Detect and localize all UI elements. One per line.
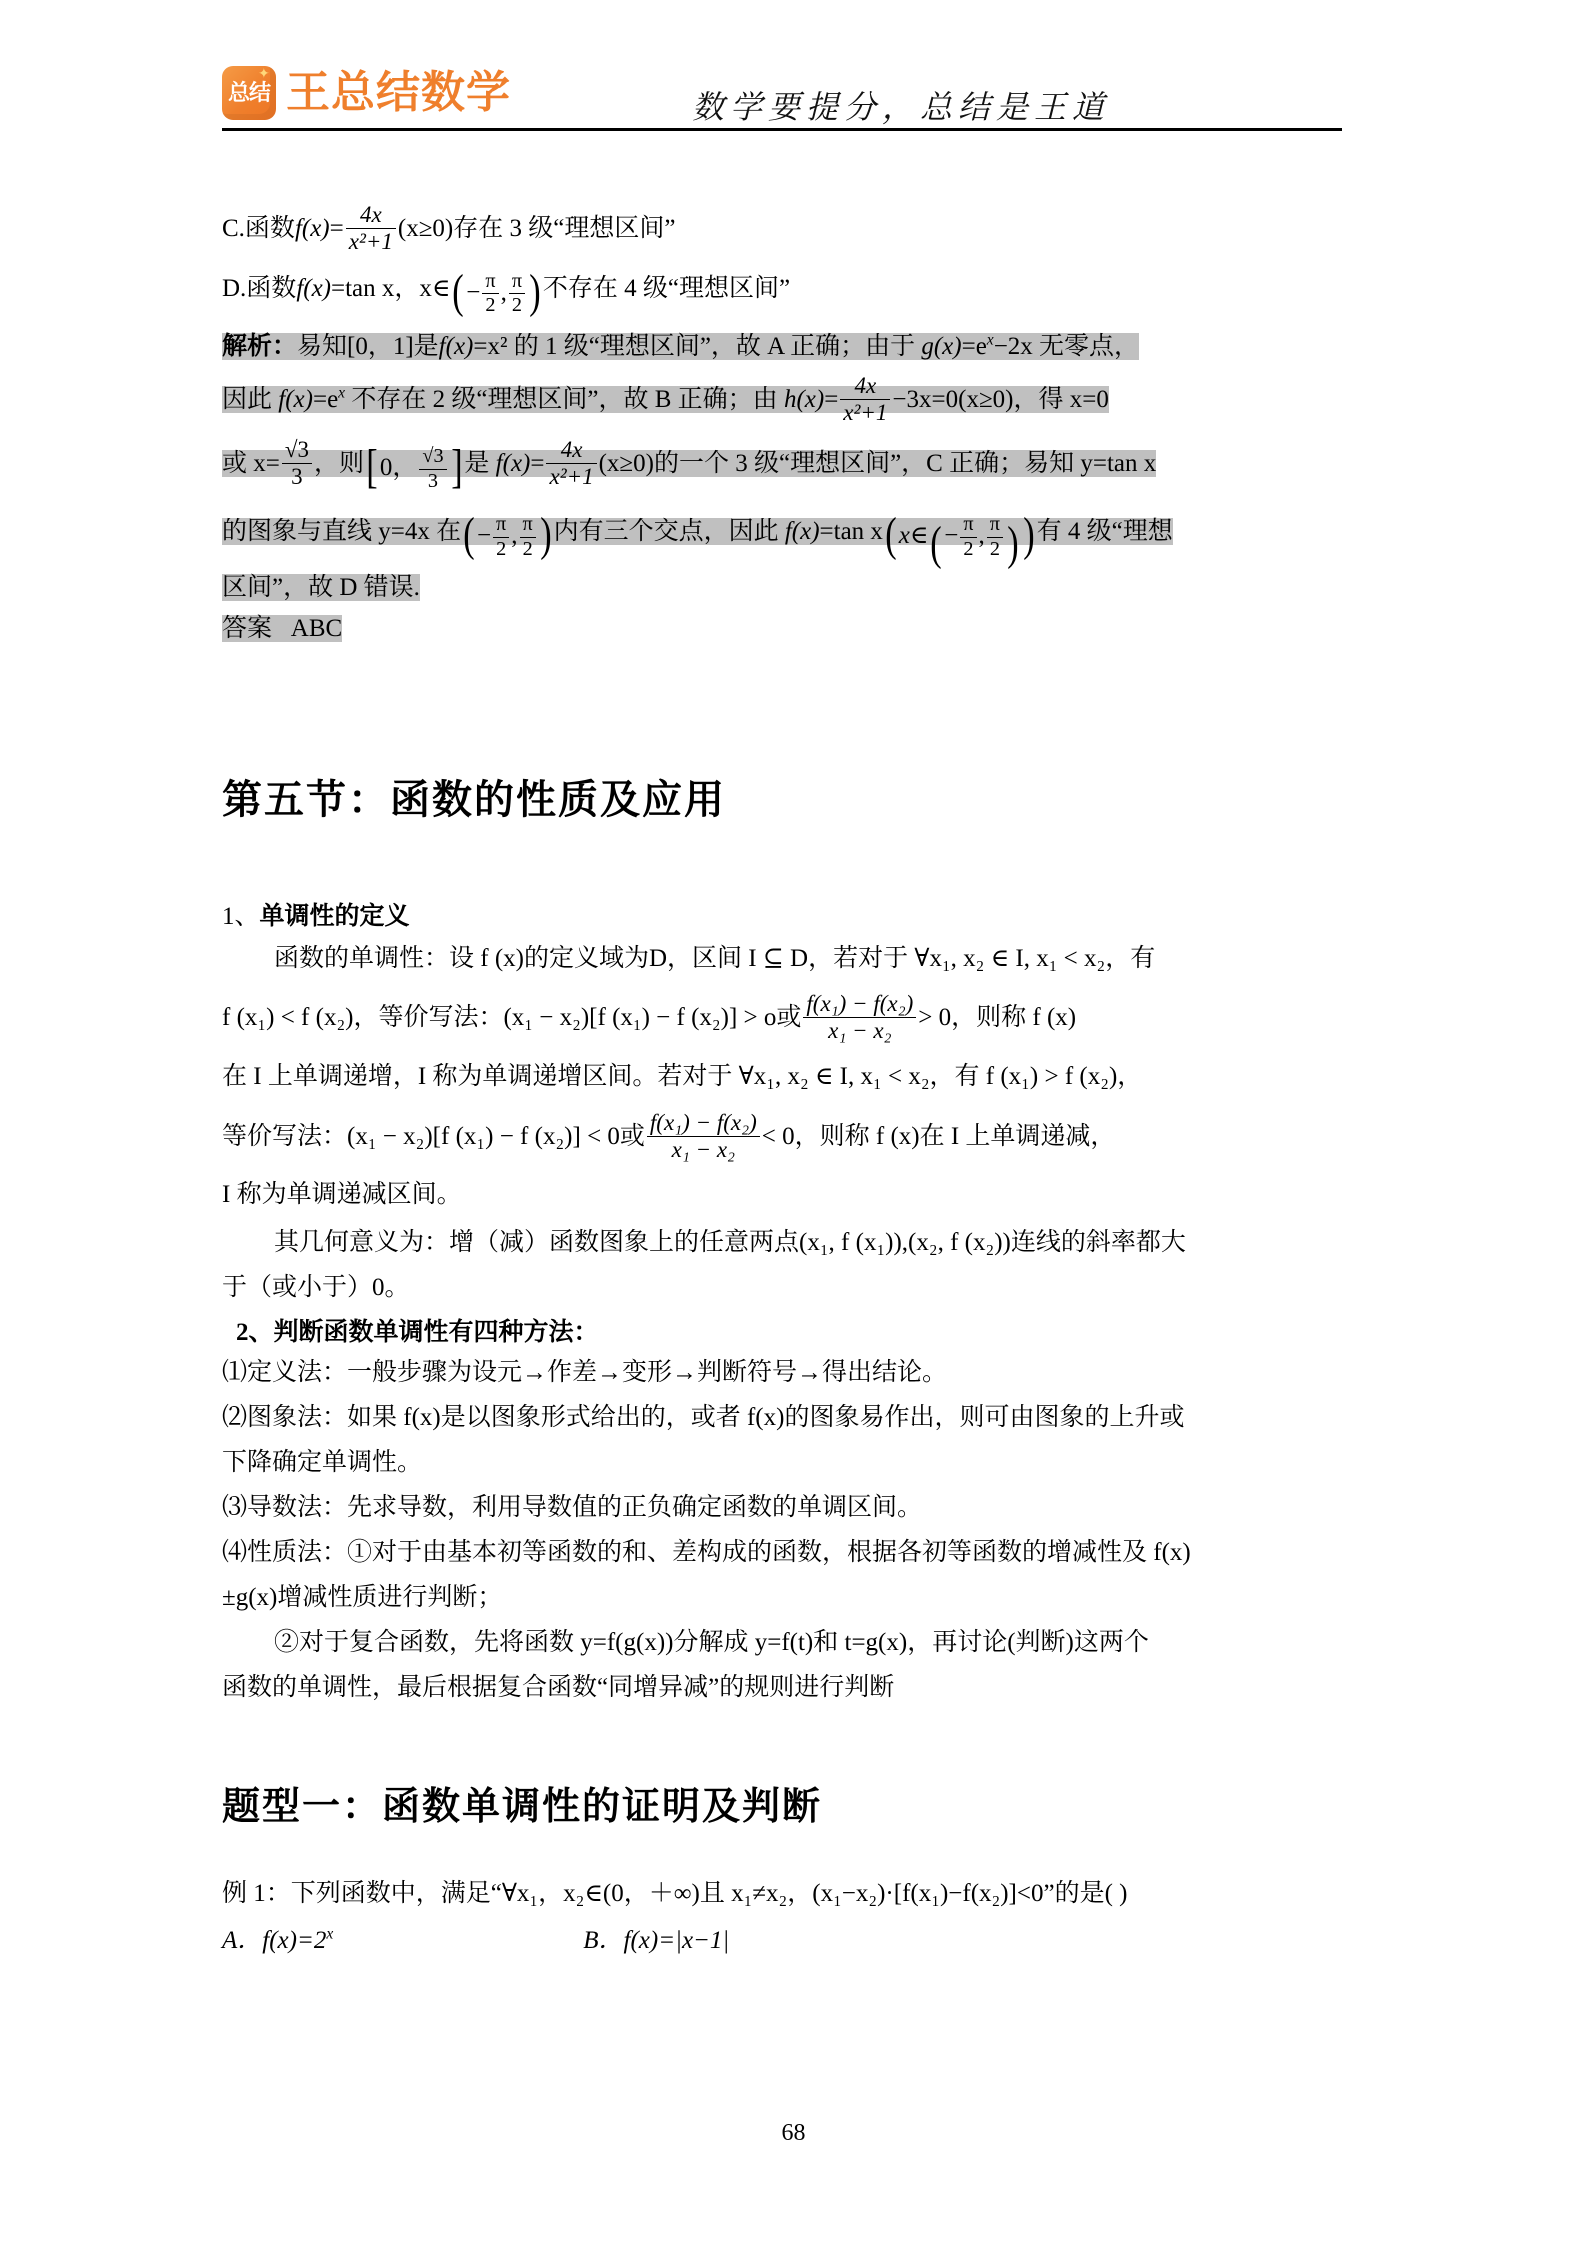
header-tagline: 数学要提分，总结是王道 <box>692 89 1111 125</box>
definition-heading-text: 单调性的定义 <box>259 902 410 930</box>
analysis-line3-a: 或 x= <box>222 449 280 477</box>
sparkle-icon: ✦ <box>258 67 270 82</box>
choice-d-suffix: 不存在 4 级“理想区间” <box>542 274 791 302</box>
page-header <box>222 0 1342 184</box>
right-paren-inner-icon: ) <box>1007 517 1019 570</box>
analysis-line2-fx: f(x) <box>278 385 313 413</box>
analysis-line1-d: −2x 无零点， <box>993 333 1140 361</box>
analysis-line2-fraction <box>840 374 890 425</box>
definition-paragraph-3: 在 I 上单调递增，I 称为单调递增区间。若对于 ∀x₁, x₂ ∈ I, x₁ < x₂，有 f (x₁) > f (x₂)， <box>222 1062 1143 1090</box>
analysis-line4-c: =tan x <box>819 517 883 545</box>
analysis-block <box>222 327 1342 647</box>
analysis-line3-int-num: √3 <box>419 446 446 469</box>
methods-item-3: ⑶导数法：先求导数，利用导数值的正负确定函数的单调区间。 <box>222 1494 923 1522</box>
spacer <box>222 1711 1342 1785</box>
analysis-line4-a: 的图象与直线 y=4x 在 <box>222 517 462 545</box>
analysis-line3-int-frac <box>419 446 446 491</box>
analysis-line3-fx: f(x) <box>495 449 531 477</box>
spacer <box>222 1831 1342 1871</box>
header-divider <box>222 128 1342 131</box>
analysis-line4-b: 内有三个交点，因此 <box>553 517 785 545</box>
analysis-line1-fx: f(x) <box>438 333 474 361</box>
choice-c <box>222 200 1342 258</box>
choice-c-numerator: 4x <box>346 203 396 229</box>
spacer <box>222 824 1342 898</box>
analysis-line4-num4: π <box>987 514 1003 537</box>
choice-c-eq: = <box>329 215 344 242</box>
option-a-exponent: x <box>326 1925 334 1943</box>
definition-p2-num: f(x₁) − f(x₂) <box>803 992 916 1018</box>
definition-p4-a: 等价写法：(x₁ − x₂)[f (x₁) − f (x₂)] < 0或 <box>222 1122 645 1150</box>
analysis-line1-gx: g(x) <box>921 333 962 361</box>
analysis-line3-den: 3 <box>291 463 303 489</box>
choice-d-den1: 2 <box>485 294 496 317</box>
analysis-line1-a: 易知[0，1]是 <box>297 333 439 361</box>
definition-p2-fraction <box>803 992 916 1043</box>
definition-p2-b: > 0，则称 f (x) <box>918 1003 1077 1031</box>
analysis-line3-fden: x²+1 <box>549 463 594 489</box>
choice-d-num1: π <box>482 271 498 294</box>
choice-d <box>222 260 1342 322</box>
analysis-line2-d: −3x=0(x≥0)，得 x=0 <box>892 385 1109 413</box>
analysis-line2-c: 不存在 2 级“理想区间”，故 B 正确；由 <box>345 385 784 413</box>
choice-d-frac2 <box>509 271 525 316</box>
analysis-line3-int-a: 0， <box>379 454 418 482</box>
definition-paragraph-5: I 称为单调递减区间。 <box>222 1180 462 1208</box>
analysis-line1-sup: x <box>986 332 994 350</box>
analysis-line2-num: 4x <box>840 374 890 400</box>
choice-d-num2: π <box>509 271 525 294</box>
analysis-line4-den2: 2 <box>522 537 533 560</box>
answer-line <box>222 610 1342 648</box>
analysis-line2-sup: x <box>338 384 346 402</box>
definition-p4-den: x₁ − x₂ <box>671 1136 736 1162</box>
choice-c-suffix: (x≥0)存在 3 级“理想区间” <box>397 215 676 242</box>
choice-c-fraction <box>346 203 396 254</box>
methods-item-1: ⑴定义法：一般步骤为设元→作差→变形→判断符号→得出结论。 <box>222 1359 948 1387</box>
analysis-line4-minus: − <box>476 522 492 550</box>
analysis-line3-interval <box>364 436 464 500</box>
analysis-line4-in: x∈ <box>898 522 929 550</box>
analysis-line4-den3: 2 <box>963 537 974 560</box>
definition-heading-num: 1、 <box>222 902 260 930</box>
definition-paragraph-6: 其几何意义为：增（减）函数图象上的任意两点(x₁, f (x₁)),(x₂, f (x₂))连线的斜率都大 <box>274 1229 1186 1257</box>
definition-p4-num: f(x₁) − f(x₂) <box>647 1111 760 1137</box>
analysis-line4-num2: π <box>520 514 536 537</box>
analysis-label: 解析： <box>222 333 298 361</box>
analysis-line5-text: 区间”，故 D 错误. <box>222 573 420 601</box>
spacer <box>222 648 1342 776</box>
analysis-line3-eq: = <box>530 449 545 477</box>
right-paren-icon: ) <box>539 509 552 562</box>
analysis-line4-frac3 <box>960 514 976 559</box>
left-paren-icon: ( <box>463 509 475 562</box>
choice-c-prefix: C.函数 <box>222 215 295 242</box>
methods-item-5: ②对于复合函数，先将函数 y=f(g(x))分解成 y=f(t)和 t=g(x)，再讨论(判断)这两个 <box>274 1629 1149 1657</box>
analysis-line4-interval-2: ( x∈(− $\frac{\pi}{2}$ , $\frac{\pi}{2}$ ) ) <box>885 509 1035 570</box>
analysis-line2-b: =e <box>312 385 339 413</box>
choice-d-prefix: D.函数 <box>222 274 297 302</box>
analysis-line3-fnum: 4x <box>546 438 596 464</box>
brand-logo <box>222 66 511 120</box>
methods-item-4: ⑷性质法：①对于由基本初等函数的和、差构成的函数，根据各初等函数的增减性及 f(x) <box>222 1539 1191 1567</box>
definition-paragraph-1: 函数的单调性：设 f (x)的定义域为D，区间 I ⊆ D，若对于 ∀x₁, x₂ ∈ I, x₁ < x₂，有 <box>274 945 1156 973</box>
analysis-line2-hx: h(x) <box>783 385 825 413</box>
analysis-line1-b: =x² 的 1 级“理想区间”，故 A 正确；由于 <box>473 333 922 361</box>
analysis-line4-num3: π <box>960 514 976 537</box>
logo-badge-icon <box>222 66 276 120</box>
choice-d-fx: f(x) <box>296 274 332 302</box>
brand-name: 王总结数学 <box>286 68 511 117</box>
analysis-line-2 <box>222 368 1342 432</box>
example-options <box>222 1918 1342 1963</box>
left-bracket-icon: [ <box>366 441 378 494</box>
analysis-line2-den: x²+1 <box>843 399 888 425</box>
analysis-line3-fraction <box>546 438 596 489</box>
section-heading: 第五节：函数的性质及应用 <box>222 776 726 822</box>
analysis-line4-interval-1: ( − $\frac{\pi}{2}$ , $\frac{\pi}{2}$ ) <box>463 509 552 562</box>
definition-paragraph-7: 于（或小于）0。 <box>222 1274 410 1302</box>
analysis-line4-frac2 <box>520 514 536 559</box>
right-paren-icon: ) <box>529 266 541 318</box>
analysis-line4-frac1 <box>493 514 509 559</box>
analysis-line2-a: 因此 <box>222 385 279 413</box>
methods-item-5-cont: 函数的单调性，最后根据复合函数“同增异减”的规则进行判断 <box>222 1674 895 1702</box>
analysis-line3-b: ，则 <box>313 449 364 477</box>
analysis-line4-den1: 2 <box>496 537 507 560</box>
option-b: B．f(x)=|x−1| <box>583 1927 730 1954</box>
analysis-line4-fx: f(x) <box>784 517 820 545</box>
right-paren-icon: ) <box>1023 509 1035 562</box>
methods-item-2: ⑵图象法：如果 f(x)是以图象形式给出的，或者 f(x)的图象易作出，则可由图象的上升或 <box>222 1404 1185 1432</box>
definition-p4-b: < 0，则称 f (x)在 I 上单调递减， <box>761 1122 1116 1150</box>
analysis-line3-d: (x≥0)的一个 3 级“理想区间”，C 正确；易知 y=tan x <box>598 449 1157 477</box>
choice-d-interval: ( − $\frac{\pi}{2}$ , $\frac{\pi}{2}$ ) <box>452 266 541 318</box>
analysis-line3-num: √3 <box>282 438 312 464</box>
analysis-line-5 <box>222 568 1342 609</box>
definition-p2-den: x₁ − x₂ <box>828 1017 892 1043</box>
definition-p4-fraction <box>647 1111 760 1162</box>
left-paren-icon: ( <box>885 509 897 562</box>
analysis-line4-frac4 <box>987 514 1003 559</box>
definition-p2-a: f (x₁) < f (x₂)，等价写法：(x₁ − x₂)[f (x₁) − f (x₂)] > o或 <box>222 1003 802 1031</box>
choice-c-fx: f(x) <box>294 215 330 242</box>
definition-heading <box>222 898 1342 936</box>
choice-c-denominator: x²+1 <box>348 229 393 254</box>
example-question: 例 1：下列函数中，满足“∀x₁，x₂∈(0，＋∞)且 x₁≠x₂，(x₁−x₂)·[f(x₁)−f(x₂)]<0”的是( ) <box>222 1880 1128 1907</box>
analysis-line4-minus2: − <box>944 522 959 550</box>
logo-badge-text: 总结 <box>227 80 270 105</box>
analysis-line1-c: =e <box>961 333 987 361</box>
analysis-line4-d: 有 4 级“理想 <box>1036 517 1173 545</box>
page-number: 68 <box>781 2120 806 2146</box>
choice-d-den2: 2 <box>511 294 522 317</box>
answer-value: ABC <box>290 615 343 643</box>
analysis-line-1 <box>222 327 1342 368</box>
analysis-line-3 <box>222 432 1342 500</box>
page-content <box>222 0 1342 1965</box>
option-a-text: A．f(x)=2 <box>222 1927 327 1954</box>
analysis-line2-eq: = <box>824 385 839 413</box>
definition-paragraph-2 <box>222 985 1342 1050</box>
choice-d-body: =tan x，x∈ <box>331 274 451 302</box>
right-bracket-icon: ] <box>450 441 463 494</box>
topic-heading: 题型一：函数单调性的证明及判断 <box>222 1786 823 1829</box>
definition-paragraph-4 <box>222 1104 1342 1169</box>
choice-d-minus: − <box>466 278 481 306</box>
methods-item-2-cont: 下降确定单调性。 <box>222 1449 423 1477</box>
analysis-line4-num1: π <box>493 514 509 537</box>
analysis-line3-int-den: 3 <box>427 469 439 492</box>
choice-d-frac1 <box>482 271 498 316</box>
methods-item-4-cont: ±g(x)增减性质进行判断； <box>222 1584 503 1612</box>
analysis-line-4 <box>222 500 1342 568</box>
analysis-line3-root-frac <box>282 438 312 489</box>
left-paren-icon: ( <box>452 266 465 318</box>
left-paren-inner-icon: ( <box>930 517 942 570</box>
analysis-line4-den4: 2 <box>989 537 1000 560</box>
analysis-line3-c: 是 <box>464 449 496 477</box>
answer-label: 答案 <box>222 615 273 643</box>
methods-heading: 2、判断函数单调性有四种方法： <box>236 1318 599 1346</box>
option-a <box>222 1927 333 1954</box>
